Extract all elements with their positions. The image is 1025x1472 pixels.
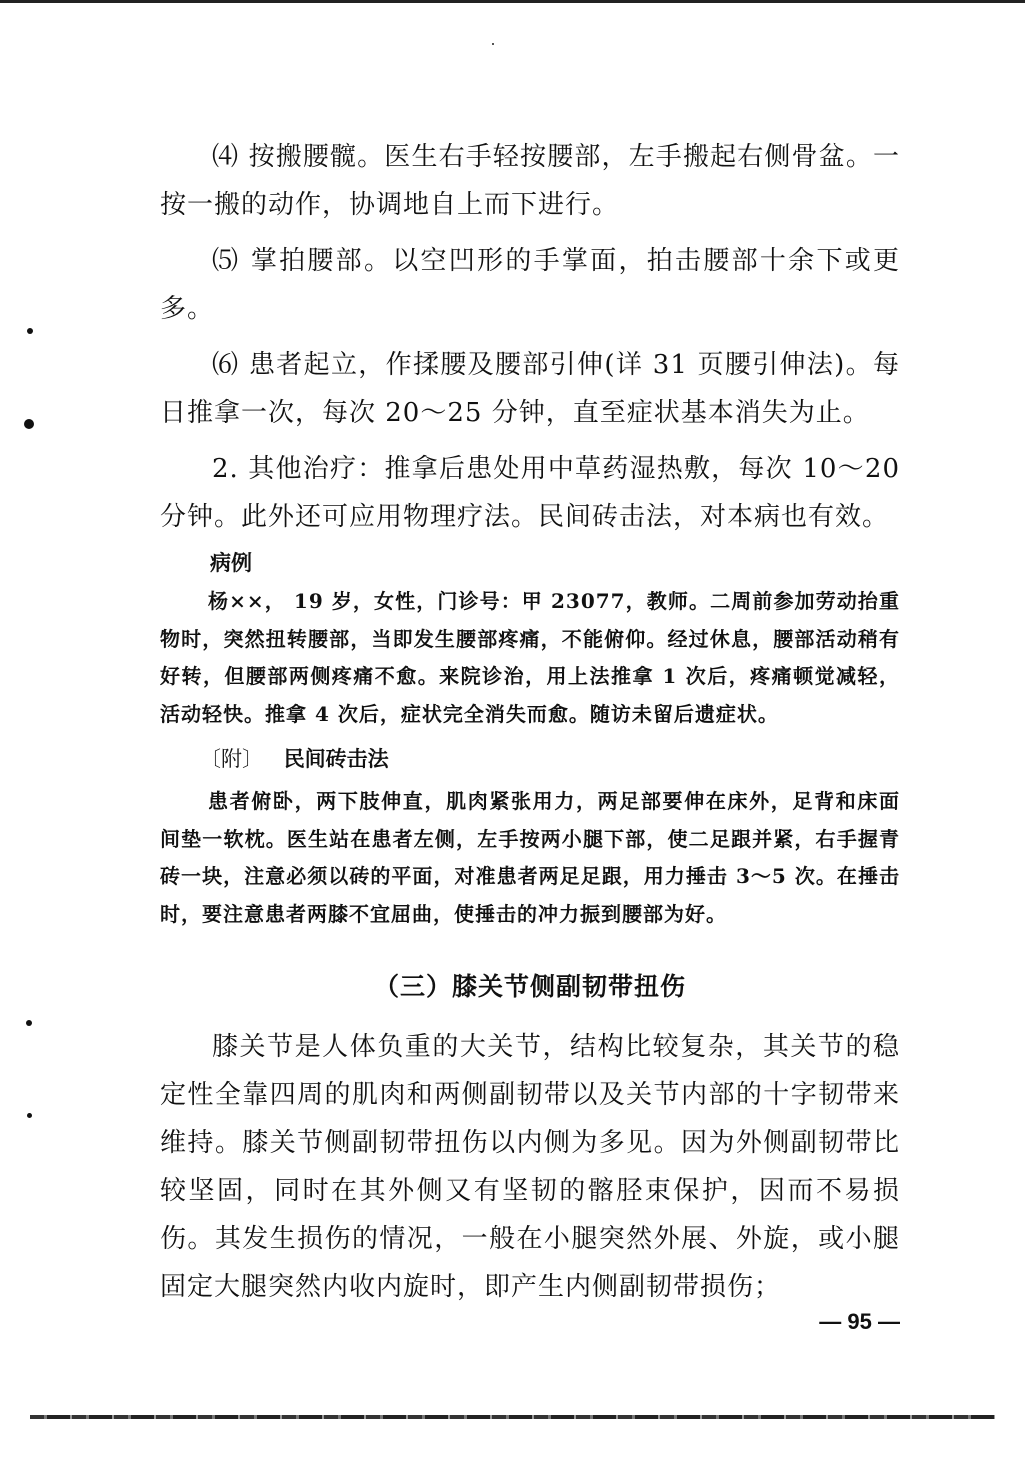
appendix-text: 患者俯卧，两下肢伸直，肌肉紧张用力，两足部要伸在床外，足背和床面间垫一软枕。医生站在患者左侧，左手按两小腿下部，使二足跟并紧，右手握青砖一块，注意必须以砖的平面，对准患者两足足跟，用力捶击 3～5 次。在捶击时，要注意患者两膝不宜屈曲，使捶击的冲力振到腰部为好。 (160, 789, 900, 926)
section-paragraph: 膝关节是人体负重的大关节，结构比较复杂，其关节的稳定性全靠四周的肌肉和两侧副韧带以及关节内部的十字韧带来维持。膝关节侧副韧带扭伤以内侧为多见。因为外侧副韧带比较坚固，同时在其外侧又有坚韧的髂胫束保护，因而不易损伤。其发生损伤的情况，一般在小腿突然外展、外旋，或小腿固定大腿突然内收内旋时，即产生内侧副韧带损伤； (160, 1032, 900, 1302)
paragraph-step-6: ⑹ 患者起立，作揉腰及腰部引伸(详 31 页腰引伸法)。每日推拿一次，每次 20～25 分钟，直至症状基本消失为止。 (160, 350, 900, 428)
binding-hole-dot (27, 1113, 32, 1118)
case-heading: 病例 (210, 551, 252, 575)
page-body (160, 133, 900, 1311)
scan-speck (492, 43, 494, 45)
appendix-bracket: 〔附〕 (200, 747, 263, 771)
paragraph-other-treatment: 2. 其他治疗：推拿后患处用中草药湿热敷，每次 10～20 分钟。此外还可应用物理疗法。民间砖击法，对本病也有效。 (160, 454, 900, 532)
binding-hole-dot (26, 1020, 32, 1026)
binding-hole-dot (24, 419, 34, 429)
paragraph-step-4: ⑷ 按搬腰髋。医生右手轻按腰部，左手搬起右侧骨盆。一按一搬的动作，协调地自上而下进行。 (160, 142, 900, 220)
paragraph-step-5: ⑸ 掌拍腰部。以空凹形的手掌面，拍击腰部十余下或更多。 (160, 246, 900, 324)
appendix-heading (160, 741, 900, 777)
top-border-line (0, 0, 1025, 3)
appendix-title: 民间砖击法 (283, 747, 389, 771)
section-heading: （三）膝关节侧副韧带扭伤 (373, 972, 686, 1001)
page-number: — 95 — (819, 1309, 900, 1334)
bottom-border-line (30, 1415, 995, 1419)
case-text: 杨××， 19 岁，女性，门诊号：甲 23077，教师。二周前参加劳动抬重物时，突然扭转腰部，当即发生腰部疼痛，不能俯仰。经过休息，腰部活动稍有好转，但腰部两侧疼痛不愈。来院诊治，用上法推拿 1 次后，疼痛顿觉减轻，活动轻快。推拿 4 次后，症状完全消失而愈。随访未留后遗症状。 (160, 589, 900, 726)
binding-hole-dot (27, 328, 33, 334)
